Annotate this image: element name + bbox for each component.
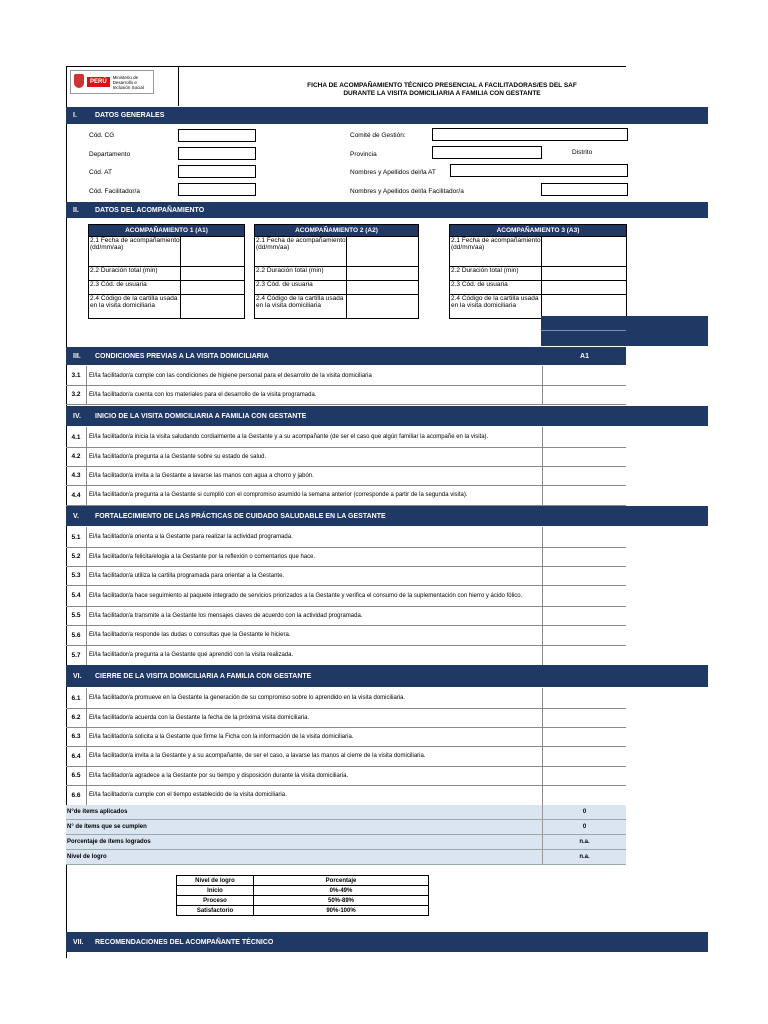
section-title: DATOS DEL ACOMPAÑAMIENTO: [95, 206, 205, 214]
item-text: El/la facilitador/a cuenta con los materiales para el desarrollo de la visita programada.: [86, 385, 542, 404]
item-number: 5.4: [71, 592, 81, 599]
item-check-cell[interactable]: [542, 366, 626, 385]
item-text: El/la facilitador/a agradece a la Gestante por su tiempo y disposición durante la visita domiciliaria.: [86, 766, 542, 785]
item-text: El/la facilitador/a pregunta a la Gestante si cumplió con el compromiso asumido la semana anterior (corresponde a partir de la segunda visita).: [86, 485, 542, 505]
summary-value: 0: [542, 805, 626, 819]
item-check-cell[interactable]: [542, 485, 626, 505]
label-comite: Comité de Gestión:: [350, 132, 406, 139]
value-duracion[interactable]: [181, 267, 244, 280]
form-title: [180, 82, 704, 98]
item-row: [66, 427, 626, 448]
item-number: 5.3: [71, 572, 81, 579]
item-row: [66, 708, 626, 728]
logo-ministry: Ministerio de Desarrollo e Inclusión Social: [112, 74, 144, 90]
item-row: [66, 785, 626, 806]
level-range: 0%-49%: [254, 886, 429, 896]
item-row: [66, 688, 626, 709]
logo-country: PERÚ: [87, 77, 110, 87]
value-duracion[interactable]: [347, 267, 418, 280]
section-title: INICIO DE LA VISITA DOMICILIARIA A FAMILIA CON GESTANTE: [95, 412, 307, 420]
field-cod-usuaria: 2.3 Cód. de usuaria: [89, 281, 181, 294]
summary-value: 0: [542, 820, 626, 834]
value-duracion[interactable]: [542, 267, 626, 280]
section-6-header: [66, 665, 708, 687]
label-cod-at: Cód. AT: [89, 169, 113, 176]
field-duracion: 2.2 Duración total (min): [450, 267, 542, 280]
item-check-cell[interactable]: [542, 727, 626, 746]
item-text: El/la facilitador/a acuerda con la Gestante la fecha de la próxima visita domiciliaria.: [86, 708, 542, 727]
section-number: IV.: [73, 412, 81, 420]
field-cartilla: 2.4 Código de la cartilla usada en la visita domiciliaria: [450, 295, 542, 318]
item-text: El/la facilitador/a transmite a la Gestante los mensajes claves de acuerdo con la actividad programada.: [86, 606, 542, 625]
label-cod-facilitador: Cód. Facilitador/a: [89, 188, 140, 195]
label-nombres-facilitador: Nombres y Apellidos del/la Facilitador/a: [350, 188, 464, 195]
title-line-1: FICHA DE ACOMPAÑAMIENTO TÉCNICO PRESENCIAL A FACILITADORAS/ES DEL SAF: [307, 82, 577, 89]
section-title: CONDICIONES PREVIAS A LA VISITA DOMICILIARIA: [95, 352, 269, 360]
item-number: 3.1: [71, 372, 81, 379]
acompanamiento-1-table: [88, 224, 245, 319]
field-fecha: 2.1 Fecha de acompañamiento (dd/mm/aa): [450, 237, 542, 266]
field-cartilla: 2.4 Código de la cartilla usada en la visita domiciliaria: [89, 295, 181, 318]
item-text: El/la facilitador/a invita a la Gestante y a su acompañante, de ser el caso, a lavarse las manos al cierre de la visita domiciliaria.: [86, 746, 542, 766]
acompanamiento-1-header: ACOMPAÑAMIENTO 1 (A1): [89, 225, 244, 236]
item-number: 4.1: [71, 433, 81, 441]
section-title: CIERRE DE LA VISITA DOMICILIARIA A FAMILIA CON GESTANTE: [95, 672, 312, 680]
item-check-cell[interactable]: [542, 606, 626, 625]
summary-value: n.a.: [542, 835, 626, 849]
input-departamento[interactable]: [178, 147, 256, 160]
item-row: [66, 625, 626, 646]
item-check-cell[interactable]: [542, 566, 626, 585]
section-2-header: [66, 202, 708, 218]
item-text: El/la facilitador/a pregunta a la Gestante sobre su estado de salud.: [86, 447, 542, 466]
item-number: 5.6: [71, 631, 81, 639]
field-cod-usuaria: 2.3 Cód. de usuaria: [450, 281, 542, 294]
input-cod-facilitador[interactable]: [178, 183, 256, 196]
item-number: 5.7: [71, 651, 81, 659]
item-text: El/la facilitador/a orienta a la Gestante para realizar la actividad programada.: [86, 527, 542, 547]
label-distrito: Distrito: [572, 149, 593, 156]
summary-label: N° de ítems que se cumplen: [67, 824, 147, 830]
level-range: 50%-89%: [254, 896, 429, 906]
levels-header-nivel: Nivel de logro: [177, 876, 254, 886]
item-number: 4.4: [71, 491, 81, 499]
section-title: DATOS GENERALES: [95, 112, 165, 119]
ministry-logo: [70, 70, 154, 94]
item-check-cell[interactable]: [542, 447, 626, 466]
item-check-cell[interactable]: [542, 585, 626, 606]
item-text: El/la facilitador/a responde las dudas o consultas que la Gestante le hiciera.: [86, 625, 542, 645]
acompanamiento-3-table: [449, 224, 627, 319]
label-cod-cg: Cód. CG: [89, 132, 115, 139]
levels-table: [176, 875, 429, 916]
acompanamiento-2-table: [254, 224, 419, 319]
item-text: El/la facilitador/a cumple con el tiempo establecido de la visita domiciliaria.: [86, 785, 542, 805]
section-number: I.: [73, 112, 77, 119]
value-cartilla[interactable]: [542, 295, 626, 318]
item-row: [66, 766, 626, 786]
level-name: Satisfactorio: [177, 906, 254, 916]
section-number: VII.: [73, 938, 84, 946]
item-number: 5.2: [71, 553, 81, 560]
item-row: [66, 385, 626, 405]
section-4-header: [66, 406, 708, 426]
summary-value: n.a.: [542, 850, 626, 864]
value-fecha[interactable]: [347, 237, 418, 266]
item-row: [66, 485, 626, 506]
summary-label: Nivel de logro: [67, 854, 107, 860]
section-7-header: [66, 932, 708, 952]
item-number: 6.3: [71, 733, 81, 740]
item-check-cell[interactable]: [542, 785, 626, 805]
item-row: [66, 585, 626, 607]
summary-label: Porcentaje de ítems logrados: [67, 839, 151, 845]
item-text: El/la facilitador/a pregunta a la Gestante qué aprendió con la visita realizada.: [86, 645, 542, 665]
item-row: [66, 566, 626, 586]
label-nombres-at: Nombres y Apellidos del/la AT: [350, 169, 436, 176]
item-number: 5.5: [71, 612, 81, 619]
column-a1: A1: [580, 352, 589, 360]
section-number: VI.: [73, 672, 82, 680]
section-number: III.: [73, 352, 81, 360]
input-cod-cg[interactable]: [178, 129, 256, 142]
item-text: El/la facilitador/a cumple con las condiciones de higiene personal para el desarrollo de la visita domiciliaria: [86, 366, 542, 385]
item-check-cell[interactable]: [542, 385, 626, 404]
coat-of-arms-icon: [74, 74, 84, 88]
level-range: 90%-100%: [254, 906, 429, 916]
item-row: [66, 447, 626, 467]
value-cartilla[interactable]: [347, 295, 418, 318]
item-row: [66, 645, 626, 666]
summary-row: [66, 820, 626, 835]
value-cartilla[interactable]: [181, 295, 244, 318]
field-cartilla: 2.4 Código de la cartilla usada en la visita domiciliaria: [255, 295, 347, 318]
item-number: 6.6: [71, 791, 81, 799]
levels-header-porcentaje: Porcentaje: [254, 876, 429, 886]
field-duracion: 2.2 Duración total (min): [89, 267, 181, 280]
value-cod-usuaria[interactable]: [347, 281, 418, 294]
item-text: El/la facilitador/a solicita a la Gestante que firme la Ficha con la información de la visita domiciliaria.: [86, 727, 542, 746]
item-check-cell[interactable]: [542, 466, 626, 485]
section-5-header: [66, 506, 708, 526]
header-divider: [178, 66, 179, 106]
input-nombres-at[interactable]: [450, 164, 628, 177]
summary-row: [66, 835, 626, 850]
item-number: 4.2: [71, 453, 81, 460]
section-title: FORTALECIMIENTO DE LAS PRÁCTICAS DE CUIDADO SALUDABLE EN LA GESTANTE: [95, 512, 386, 520]
item-check-cell[interactable]: [542, 746, 626, 766]
dark-fill-block: [541, 316, 708, 346]
value-cod-usuaria[interactable]: [542, 281, 626, 294]
label-provincia: Provincia: [350, 151, 377, 158]
input-comite[interactable]: [432, 128, 628, 141]
dark-fill-divider: [541, 330, 626, 331]
field-fecha: 2.1 Fecha de acompañamiento (dd/mm/aa): [255, 237, 347, 266]
item-check-cell[interactable]: [542, 527, 626, 547]
level-name: Proceso: [177, 896, 254, 906]
acompanamiento-3-header: ACOMPAÑAMIENTO 3 (A3): [450, 225, 626, 236]
value-fecha[interactable]: [542, 237, 626, 266]
item-row: [66, 366, 626, 386]
input-cod-at[interactable]: [178, 165, 256, 178]
field-fecha: 2.1 Fecha de acompañamiento (dd/mm/aa): [89, 237, 181, 266]
item-text: El/la facilitador/a inicia la visita saludando cordialmente a la Gestante y a su acompañante (de ser el caso que algún familiar la acompañe en la visita).: [86, 427, 542, 447]
item-check-cell[interactable]: [542, 766, 626, 785]
section-number: II.: [73, 206, 79, 214]
item-number: 6.4: [71, 752, 81, 760]
section-number: V.: [73, 512, 79, 520]
item-text: El/la facilitador/a hace seguimiento al paquete integrado de servicios priorizados a la Gestante y verifica el consumo de la suplementación con hierro y ácido fólico.: [86, 585, 542, 606]
item-text: El/la facilitador/a promueve en la Gestante la generación de su compromiso sobre lo aprendido en la visita domiciliaria.: [86, 688, 542, 708]
item-check-cell[interactable]: [542, 708, 626, 727]
item-check-cell[interactable]: [542, 645, 626, 665]
item-number: 6.1: [71, 694, 81, 702]
value-fecha[interactable]: [181, 237, 244, 266]
item-text: El/la facilitador/a felicita/elogia a la Gestante por la reflexión o comentarios que hace.: [86, 547, 542, 566]
section-3-header: [66, 347, 626, 365]
item-text: El/la facilitador/a invita a la Gestante a lavarse las manos con agua a chorro y jabón.: [86, 466, 542, 485]
item-row: [66, 466, 626, 486]
summary-label: N°de ítems aplicados: [67, 809, 128, 815]
item-number: 5.1: [71, 533, 81, 541]
item-check-cell[interactable]: [542, 547, 626, 566]
acompanamiento-2-header: ACOMPAÑAMIENTO 2 (A2): [255, 225, 418, 236]
item-row: [66, 527, 626, 548]
item-number: 6.2: [71, 714, 81, 721]
summary-row: [66, 850, 626, 865]
item-row: [66, 547, 626, 567]
item-check-cell[interactable]: [542, 625, 626, 645]
value-cod-usuaria[interactable]: [181, 281, 244, 294]
summary-row: [66, 805, 626, 820]
item-number: 3.2: [71, 391, 81, 398]
title-line-2: DURANTE LA VISITA DOMICILIARIA A FAMILIA CON GESTANTE: [343, 90, 541, 97]
item-check-cell[interactable]: [542, 688, 626, 708]
item-row: [66, 606, 626, 626]
level-name: Inicio: [177, 886, 254, 896]
label-departamento: Departamento: [89, 151, 131, 158]
field-duracion: 2.2 Duración total (min): [255, 267, 347, 280]
field-cod-usuaria: 2.3 Cód. de usuaria: [255, 281, 347, 294]
section-title: RECOMENDACIONES DEL ACOMPAÑANTE TÉCNICO: [95, 938, 274, 946]
item-text: El/la facilitador/a utiliza la cartilla programada para orientar a la Gestante.: [86, 566, 542, 585]
item-check-cell[interactable]: [542, 427, 626, 447]
item-row: [66, 727, 626, 747]
item-row: [66, 746, 626, 767]
item-number: 6.5: [71, 772, 81, 779]
section-1-header: [66, 107, 708, 124]
input-nombres-facilitador[interactable]: [541, 183, 628, 196]
input-provincia[interactable]: [432, 146, 542, 159]
item-number: 4.3: [71, 472, 81, 479]
